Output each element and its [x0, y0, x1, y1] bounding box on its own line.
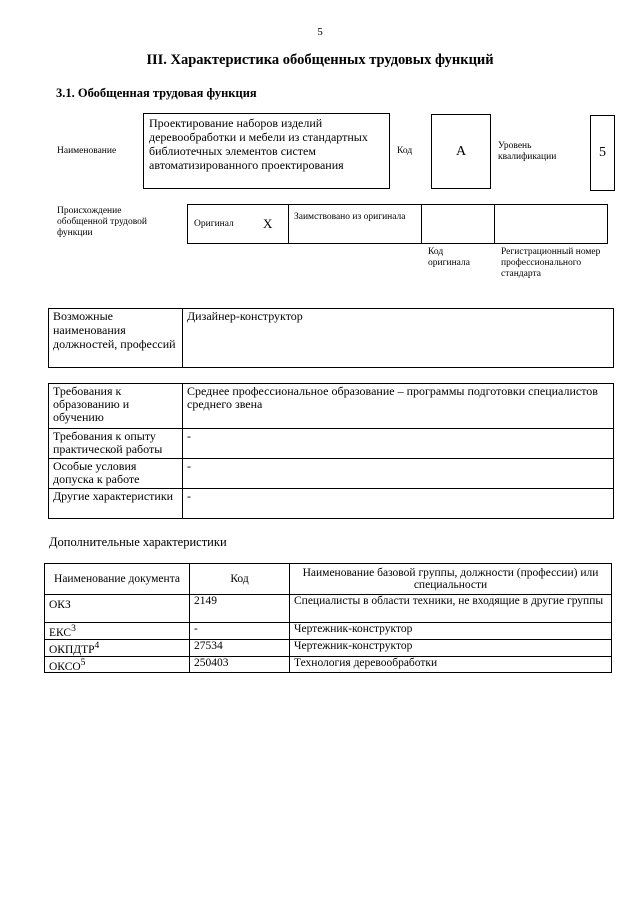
row-doc: ОКЗ: [45, 595, 190, 623]
requirements-row: [49, 384, 614, 429]
header-doc: Наименование документа: [45, 564, 190, 595]
borrowed-label: Заимствовано из оригинала: [294, 212, 406, 222]
req-value-other: -: [183, 489, 614, 519]
header-code: Код: [190, 564, 290, 595]
original-label: Оригинал: [194, 219, 234, 229]
positions-row: [49, 309, 614, 368]
requirements-row: [49, 459, 614, 489]
section-title: III. Характеристика обобщенных трудовых функций: [146, 52, 494, 68]
row-doc: ОКСО$^5$: [45, 656, 190, 673]
table-row: [45, 595, 612, 623]
table-row: [45, 656, 612, 673]
origin-divider-1: [288, 204, 289, 244]
additional-table: [44, 563, 612, 673]
requirements-row: [49, 489, 614, 519]
page-number: 5: [317, 26, 323, 38]
origin-divider-3: [494, 204, 495, 244]
req-label-experience: Требования к опыту практической работы: [49, 429, 183, 459]
origin-label: Происхождение обобщенной трудовой функции: [57, 206, 147, 238]
origin-box: [187, 204, 608, 244]
function-name-value: Проектирование наборов изделий деревообработки и мебели из стандартных библиотечных элементов систем автоматизированного проектирования: [149, 116, 368, 172]
origin-divider-2: [421, 204, 422, 244]
code-label: Код: [397, 146, 413, 156]
code-value: А: [455, 143, 467, 159]
row-name: Чертежник-конструктор: [290, 623, 612, 640]
additional-title: Дополнительные характеристики: [49, 535, 227, 549]
req-value-education: Среднее профессиональное образование – программы подготовки специалистов среднего звена: [183, 384, 614, 429]
req-label-conditions: Особые условия допуска к работе: [49, 459, 183, 489]
original-mark: X: [263, 216, 273, 231]
row-code: 2149: [190, 595, 290, 623]
level-value-box: [590, 115, 615, 191]
header-name: Наименование базовой группы, должности (профессии) или специальности: [290, 564, 612, 595]
req-value-conditions: -: [183, 459, 614, 489]
row-name: Технология деревообработки: [290, 656, 612, 673]
table-row: [45, 623, 612, 640]
req-label-other: Другие характеристики: [49, 489, 183, 519]
code-value-box: [431, 114, 491, 189]
additional-header-row: [45, 564, 612, 595]
positions-table: [48, 308, 614, 368]
row-code: 250403: [190, 656, 290, 673]
row-name: Специалисты в области техники, не входящие в другие группы: [290, 595, 612, 623]
table-row: [45, 639, 612, 656]
row-code: -: [190, 623, 290, 640]
code-caption: Код оригинала: [428, 247, 470, 268]
requirements-row: [49, 429, 614, 459]
function-name-box: [143, 113, 390, 189]
name-label: Наименование: [57, 146, 117, 156]
row-doc: ЕКС$^3$: [45, 623, 190, 640]
req-label-education: Требования к образованию и обучению: [49, 384, 183, 429]
row-code: 27534: [190, 639, 290, 656]
row-doc: ОКПДТР$^4$: [45, 639, 190, 656]
subsection-title: 3.1. Обобщенная трудовая функция: [56, 86, 257, 100]
positions-label: Возможные наименования должностей, профессий: [49, 309, 183, 368]
level-value: 5: [599, 145, 606, 160]
level-label: Уровень квалификации: [498, 141, 557, 162]
positions-value: Дизайнер-конструктор: [183, 309, 614, 368]
reg-caption: Регистрационный номер профессионального стандарта: [501, 247, 601, 279]
row-name: Чертежник-конструктор: [290, 639, 612, 656]
requirements-table: [48, 383, 614, 519]
req-value-experience: -: [183, 429, 614, 459]
